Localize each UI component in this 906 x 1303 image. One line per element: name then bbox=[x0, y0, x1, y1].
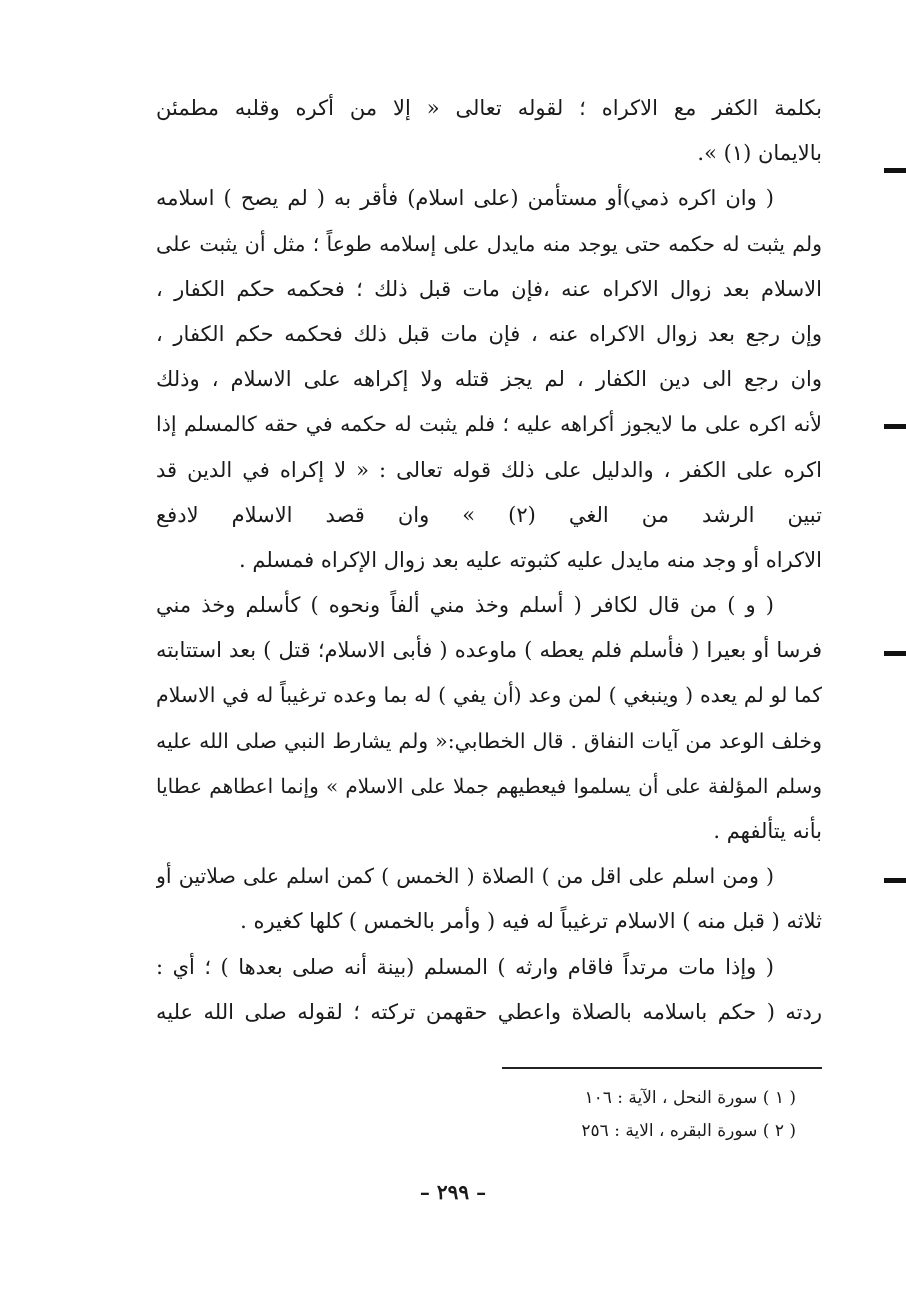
text-line: ثلاثه ( قبل منه ) الاسلام ترغيباً له فيه ( وأمر بالخمس ) كلها كغيره . bbox=[240, 909, 822, 934]
scan-edge-mark bbox=[884, 168, 906, 173]
text-line: بالايمان (١) ». bbox=[697, 141, 822, 166]
text-line: ( وان اكره ذمي)أو مستأمن (على اسلام) فأقر به ( لم يصح ) اسلامه bbox=[156, 186, 774, 211]
scan-edge-mark bbox=[884, 424, 906, 429]
text-line: وخلف الوعد من آيات النفاق . قال الخطابي:« ولم يشارط النبي صلى الله عليه bbox=[156, 728, 822, 753]
text-line: وان رجع الى دين الكفار ، لم يجز قتله ولا إكراهه على الاسلام ، وذلك bbox=[156, 367, 822, 392]
text-line: وسلم المؤلفة على أن يسلموا فيعطيهم جملا على الاسلام » وإنما اعطاهم عطايا bbox=[156, 773, 822, 798]
scan-edge-mark bbox=[884, 651, 906, 656]
footnote-2: ( ٢ ) سورة البقره ، الاية : ٢٥٦ bbox=[581, 1121, 796, 1141]
main-text bbox=[156, 86, 822, 1035]
text-line: كما لو لم يعده ( وينبغي ) لمن وعد (أن يفي ) له بما وعده ترغيباً له في الاسلام bbox=[156, 683, 822, 708]
text-line: ردته ( حكم باسلامه بالصلاة واعطي حقهمن تركته ؛ لقوله صلى الله عليه bbox=[156, 999, 822, 1024]
text-line: ولم يثبت له حكمه حتى يوجد منه مايدل على إسلامه طوعاً ؛ مثل أن يثبت على bbox=[156, 231, 822, 256]
footnotes bbox=[496, 1082, 796, 1148]
footnote-1: ( ١ ) سورة النحل ، الآية : ١٠٦ bbox=[584, 1088, 796, 1108]
scan-edge-mark bbox=[884, 878, 906, 883]
text-line: ( و ) من قال لكافر ( أسلم وخذ مني ألفاً ونحوه ) كأسلم وخذ مني bbox=[156, 593, 774, 618]
text-line: ( ومن اسلم على اقل من ) الصلاة ( الخمس ) كمن اسلم على صلاتين أو bbox=[156, 864, 774, 889]
text-line: تبين الرشد من الغي (٢) » وان قصد الاسلام لادفع bbox=[156, 502, 822, 527]
text-line: بكلمة الكفر مع الاكراه ؛ لقوله تعالى « إلا من أكره وقلبه مطمئن bbox=[156, 96, 822, 120]
footnote-divider bbox=[502, 1067, 822, 1069]
page-number: – ٢٩٩ – bbox=[419, 1180, 487, 1204]
text-line: لأنه اكره على ما لايجوز أكراهه عليه ؛ فلم يثبت له حكمه في حقه كالمسلم إذا bbox=[156, 412, 822, 437]
text-line: ( وإذا مات مرتداً فاقام وارثه ) المسلم (بينة أنه صلى بعدها ) ؛ أي : bbox=[156, 954, 774, 979]
text-line: اكره على الكفر ، والدليل على ذلك قوله تعالى : « لا إكراه في الدين قد bbox=[156, 457, 822, 482]
text-line: الاسلام بعد زوال الاكراه عنه ،فإن مات قبل ذلك ؛ فحكمه حكم الكفار ، bbox=[156, 276, 822, 301]
text-line: فرسا أو بعيرا ( فأسلم فلم يعطه ) ماوعده ( فأبى الاسلام؛ قتل ) بعد استتابته bbox=[156, 638, 822, 663]
text-line: وإن رجع بعد زوال الاكراه عنه ، فإن مات قبل ذلك فحكمه حكم الكفار ، bbox=[156, 321, 822, 346]
text-line: بأنه يتألفهم . bbox=[713, 819, 822, 843]
text-line: الاكراه أو وجد منه مايدل عليه كثبوته عليه بعد زوال الإكراه فمسلم . bbox=[239, 547, 822, 572]
